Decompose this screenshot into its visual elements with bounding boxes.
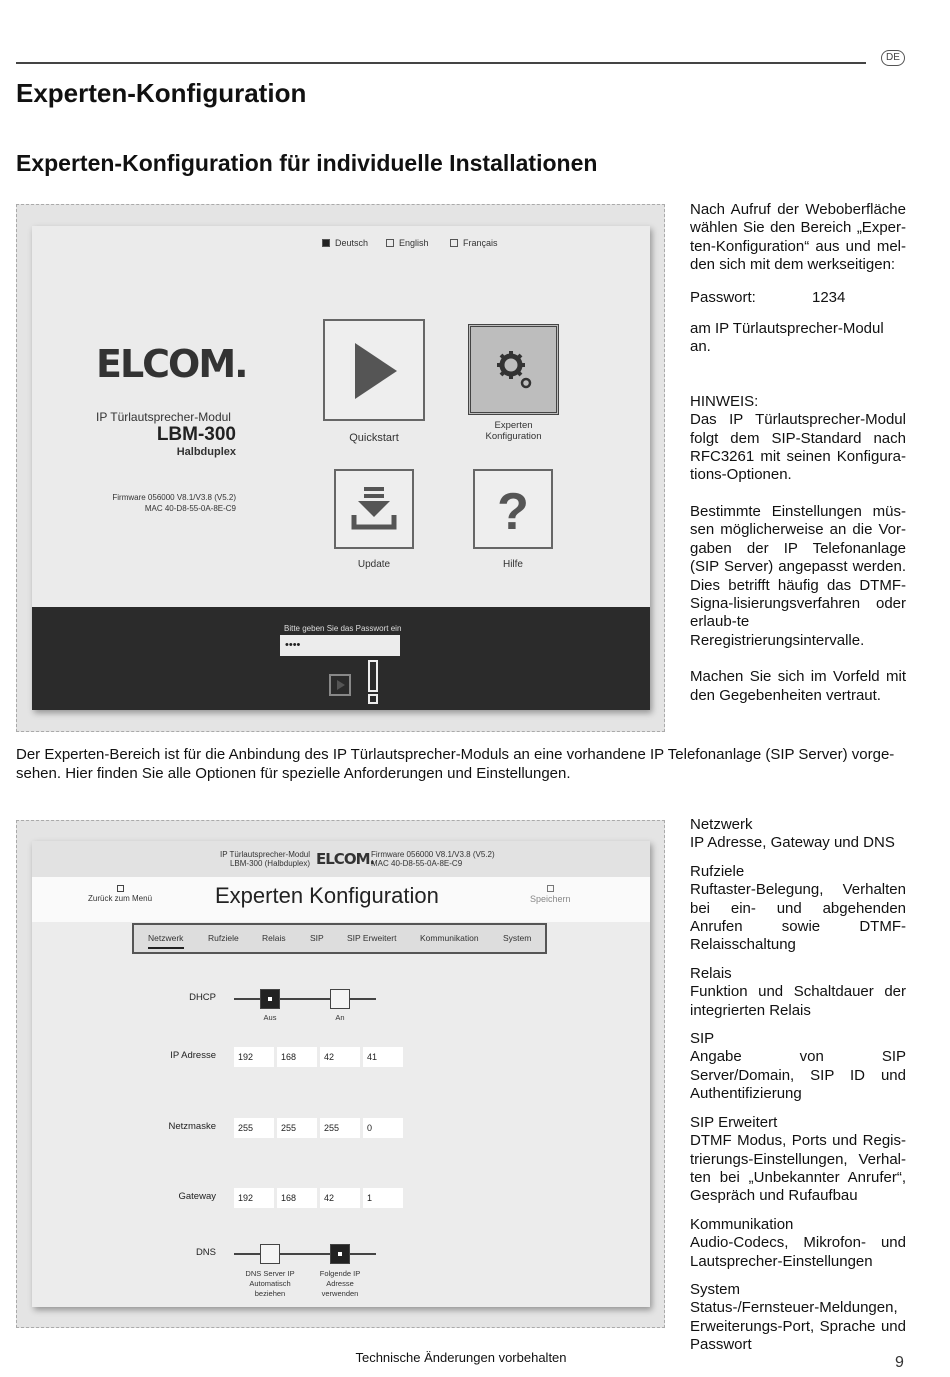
checkbox-icon [450, 239, 458, 247]
top-mac-line: MAC 40-D8-55-0A-8E-C9 [371, 859, 463, 868]
tab-kommunikation[interactable]: Kommunikation [420, 933, 479, 943]
tab-description [690, 1030, 906, 1104]
elcom-logo: ELCOM. [316, 850, 375, 868]
product-model: LBM-300 [156, 424, 236, 445]
tab-description-title: SIP Erweitert [690, 1113, 778, 1131]
password-value: 1234 [812, 288, 846, 306]
instruction-paragraph: am IP Türlautsprecher-Modul an. [690, 320, 884, 356]
page-number: 9 [895, 1354, 904, 1371]
dhcp-line [234, 998, 376, 1000]
expert-config-tile[interactable] [468, 324, 559, 415]
update-tile[interactable] [334, 469, 414, 549]
netmask-octet-input[interactable]: 255 [277, 1118, 317, 1138]
top-product-line2: LBM-300 (Halbduplex) [229, 859, 310, 868]
tab-description-body: IP Adresse, Gateway und DNS [690, 834, 895, 852]
netmask-octet-input[interactable]: 255 [320, 1118, 360, 1138]
dhcp-on-toggle[interactable] [330, 989, 350, 1009]
firmware-info: Firmware 056000 V8.1/V3.8 (V5.2) [112, 493, 236, 502]
dns-auto-line: Automatisch [249, 1279, 291, 1288]
tab-description-body: Funktion und Schaltdauer der integrierten Relais [690, 983, 906, 1019]
dhcp-on-label: An [335, 1013, 345, 1022]
tab-netzwerk[interactable]: Netzwerk [148, 933, 184, 943]
tab-relais[interactable]: Relais [262, 933, 286, 943]
tab-system[interactable]: System [503, 933, 532, 943]
login-submit-button[interactable] [329, 674, 351, 696]
instruction-text [690, 201, 906, 720]
quickstart-tile[interactable] [323, 319, 425, 421]
gateway-octet-input[interactable]: 1 [363, 1188, 403, 1208]
svg-text:?: ? [497, 483, 529, 541]
lang-label: Deutsch [335, 238, 369, 248]
tab-description-body: Ruftaster-Belegung, Verhalten bei ein- und abgehenden Anrufen sowie DTMF-Relaisschaltung [690, 881, 906, 954]
lang-option-en[interactable] [386, 238, 429, 248]
tab-description [690, 863, 906, 955]
tab-description-title: Relais [690, 964, 732, 982]
product-line: IP Türlautsprecher-Modul [96, 410, 231, 424]
active-tab-indicator [148, 947, 184, 949]
mac-info: MAC 40-D8-55-0A-8E-C9 [144, 504, 236, 513]
tab-sip-erweitert[interactable]: SIP Erweitert [347, 933, 397, 943]
language-badge: DE [881, 50, 905, 66]
checkbox-icon [386, 239, 394, 247]
save-label: Speichern [530, 894, 571, 904]
checkbox-icon [547, 885, 554, 892]
update-label: Update [357, 559, 391, 570]
instruction-paragraph: Nach Aufruf der Weboberfläche wählen Sie den Bereich „Exper-ten-Konfiguration“ aus und mel-den sich mit dem werkseitigen: [690, 201, 906, 274]
expert-label-line2: Konfiguration [485, 431, 542, 442]
password-input[interactable]: •••• [280, 635, 400, 656]
dns-manual-line: verwenden [321, 1289, 359, 1298]
save-button[interactable] [530, 885, 571, 904]
section-title: Experten-Konfiguration für individuelle Installationen [16, 150, 598, 176]
dns-auto-line: beziehen [254, 1289, 286, 1298]
question-icon [475, 471, 551, 547]
tab-description-title: Netzwerk [690, 816, 753, 833]
dhcp-label: DHCP [189, 992, 216, 1003]
hint-title: HINWEIS: [690, 392, 759, 410]
dns-auto-label [235, 1269, 305, 1299]
tab-description [690, 816, 906, 853]
ip-octet-input[interactable]: 192 [234, 1047, 274, 1067]
top-firmware-line: Firmware 056000 V8.1/V3.8 (V5.2) [371, 850, 495, 859]
password-prompt: Bitte geben Sie das Passwort ein [284, 624, 402, 633]
gateway-octet-input[interactable]: 168 [277, 1188, 317, 1208]
tab-bar [132, 923, 547, 954]
checkbox-icon [322, 239, 330, 247]
tab-rufziele[interactable]: Rufziele [208, 933, 239, 943]
expert-heading: Experten Konfiguration [215, 883, 439, 908]
tab-description-title: Kommunikation [690, 1215, 794, 1233]
netmask-label: Netzmaske [168, 1121, 216, 1132]
top-firmware-info [371, 850, 495, 868]
top-product-info [182, 850, 310, 868]
back-to-menu-button[interactable] [88, 885, 152, 903]
gateway-octet-input[interactable]: 42 [320, 1188, 360, 1208]
dns-line [234, 1253, 376, 1255]
tab-description-body: Audio-Codecs, Mikrofon- und Lautsprecher-Einstellungen [690, 1234, 906, 1270]
tab-description-title: SIP [690, 1030, 715, 1048]
checkbox-icon [117, 885, 124, 892]
dns-manual-line: Folgende IP [319, 1269, 361, 1278]
hint-text: Das IP Türlautsprecher-Modul folgt dem SIP-Standard nach RFC3261 mit seinen Konfigura-tions-Optionen. [690, 411, 906, 484]
tab-description [690, 1114, 906, 1206]
ip-address-label: IP Adresse [170, 1050, 216, 1061]
password-line [690, 289, 906, 307]
instruction-paragraph: Bestimmte Einstellungen müs-sen möglicherweise an die Vor-gaben der IP Telefonanlage (SIP Server) angepasst werden. Dies betrifft häufig das DTMF-Signa-lisierungsverfahren oder erlaub-te Reregistrierungsintervalle. [690, 502, 906, 649]
tab-description-body: Status-/Fernsteuer-Meldungen, Erweiterungs-Port, Sprache und Passwort [690, 1299, 906, 1354]
tab-description-body: DTMF Modus, Ports und Regis-trierungs-Einstellungen, Verhal-ten bei „Unbekannter Anrufer“, Gespräch und Rufaufbau [690, 1132, 906, 1205]
tab-description-title: Rufziele [690, 862, 745, 880]
tab-description [690, 965, 906, 1020]
gateway-label: Gateway [178, 1191, 216, 1202]
quickstart-label: Quickstart [349, 432, 399, 444]
gateway-octet-input[interactable]: 192 [234, 1188, 274, 1208]
dns-manual-toggle[interactable] [330, 1244, 350, 1264]
tab-description [690, 1281, 906, 1355]
lang-option-de[interactable] [322, 238, 368, 248]
instruction-paragraph: Machen Sie sich im Vorfeld mit den Gegebenheiten vertraut. [690, 668, 906, 704]
footer-note: Technische Änderungen vorbehalten [355, 1350, 567, 1365]
top-product-line1: IP Türlautsprecher-Modul [220, 850, 310, 859]
elcom-logo: ELCOM. [96, 342, 247, 386]
lang-label: English [399, 238, 429, 248]
ip-octet-input[interactable]: 168 [277, 1047, 317, 1067]
dhcp-off-toggle[interactable] [260, 989, 280, 1009]
intro-paragraph: Der Experten-Bereich ist für die Anbindung des IP Türlautsprecher-Moduls an eine vorhandene IP Telefonanlage (SIP Server) vorge-sehen. Hier finden Sie alle Optionen für spezielle Anforderungen und Einstellungen. [16, 746, 895, 782]
dns-auto-toggle[interactable] [260, 1244, 280, 1264]
login-screenshot [32, 226, 650, 710]
expert-config-label [468, 420, 559, 442]
warning-icon [365, 659, 381, 705]
gear-icon [471, 327, 556, 412]
tab-description-body: Angabe von SIP Server/Domain, SIP ID und Authentifizierung [690, 1048, 906, 1103]
lang-label: Français [463, 238, 498, 248]
help-label: Hilfe [502, 559, 523, 570]
tab-description-title: System [690, 1280, 741, 1298]
dns-label: DNS [195, 1247, 216, 1258]
dns-auto-line: DNS Server IP [245, 1269, 295, 1278]
tab-description [690, 1216, 906, 1271]
dns-manual-line: Adresse [326, 1279, 354, 1288]
expert-label-line1: Experten [494, 420, 533, 431]
help-tile[interactable] [473, 469, 553, 549]
netmask-octet-input[interactable]: 0 [363, 1118, 403, 1138]
tab-descriptions [690, 816, 906, 1355]
netmask-octet-input[interactable]: 255 [234, 1118, 274, 1138]
dhcp-off-label: Aus [263, 1013, 277, 1022]
password-panel [32, 607, 650, 710]
dns-manual-label [305, 1269, 375, 1299]
play-icon [325, 321, 423, 419]
header-rule [16, 62, 866, 64]
expert-screenshot [32, 841, 650, 1307]
product-sub: Halbduplex [176, 446, 236, 458]
ip-octet-input[interactable]: 42 [320, 1047, 360, 1067]
expert-topbar [32, 841, 650, 877]
password-label: Passwort: [690, 288, 756, 306]
page-title: Experten-Konfiguration [16, 78, 307, 108]
play-icon [331, 676, 349, 694]
lang-option-fr[interactable] [450, 238, 498, 248]
tab-sip[interactable]: SIP [310, 933, 324, 943]
ip-octet-input[interactable]: 41 [363, 1047, 403, 1067]
download-icon [336, 471, 412, 547]
back-label: Zurück zum Menü [88, 894, 153, 903]
